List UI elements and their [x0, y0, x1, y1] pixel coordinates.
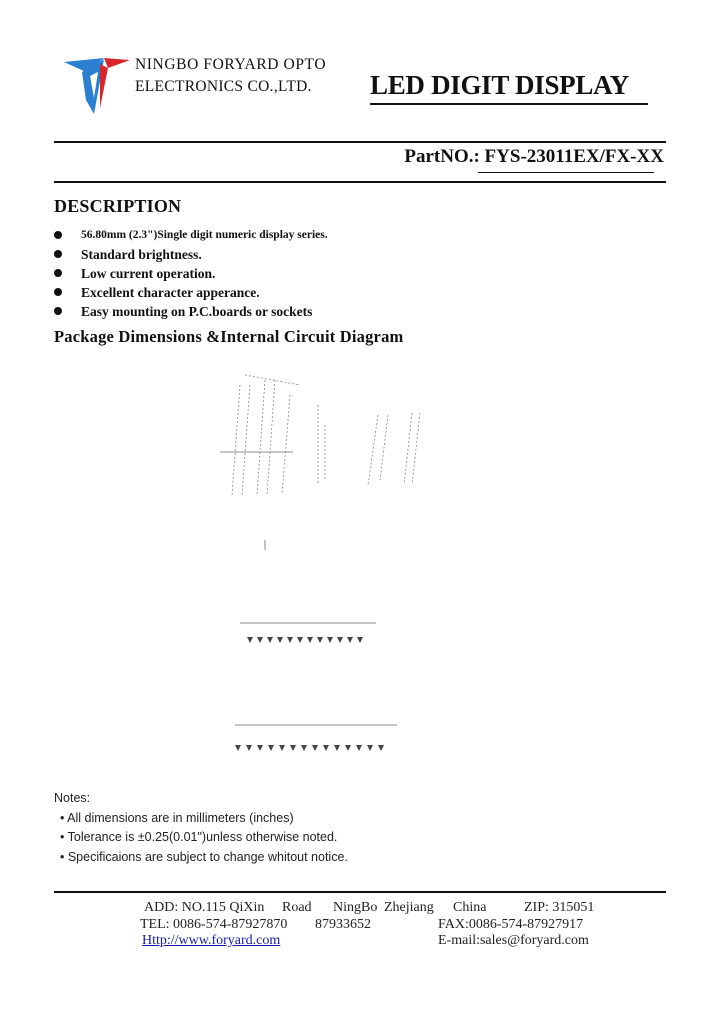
footer-rule: [54, 891, 666, 893]
zip-code: ZIP: 315051: [524, 900, 595, 915]
company-logo: [64, 58, 130, 116]
bullet-icon: [54, 307, 62, 315]
package-heading: Package Dimensions &Internal Circuit Diagram: [54, 327, 404, 346]
list-item: [52, 245, 328, 264]
website-link[interactable]: Http://www.foryard.com: [142, 933, 281, 948]
company-name-line1: NINGBO FORYARD OPTO: [135, 56, 327, 73]
address-row: [140, 900, 600, 917]
header-rule-top: [54, 141, 666, 143]
list-item-text: 56.80mm (2.3")Single digit numeric display series.: [81, 229, 328, 241]
fax: FAX:0086-574-87927917: [438, 916, 584, 932]
address-province: Zhejiang: [384, 900, 434, 915]
title-underline: [370, 103, 648, 105]
list-item-text: Excellent character apperance.: [81, 285, 260, 300]
address-city: NingBo: [333, 900, 378, 915]
notes: [54, 789, 348, 867]
note-item: • All dimensions are in millimeters (inches): [60, 810, 294, 825]
list-item: [52, 283, 328, 302]
package-drawing: [190, 355, 420, 785]
list-item-text: Easy mounting on P.C.boards or sockets: [81, 304, 313, 319]
telephone: TEL: 0086-574-87927870: [140, 916, 288, 932]
bullet-icon: [54, 250, 62, 258]
bullet-icon: [54, 231, 62, 239]
bullet-icon: [54, 288, 62, 296]
document-title: LED DIGIT DISPLAY: [370, 70, 629, 100]
company-name-line2: ELECTRONICS CO.,LTD.: [135, 78, 312, 95]
list-item: [52, 226, 328, 245]
notes-heading: Notes:: [54, 791, 91, 805]
part-number-underline: [478, 172, 654, 173]
contact-footer: [140, 900, 600, 950]
address-street: ADD: NO.115 QiXin: [144, 900, 265, 915]
list-item-text: Standard brightness.: [81, 247, 202, 262]
address-country: China: [453, 900, 487, 915]
list-item: [52, 264, 328, 283]
description-list: [52, 226, 328, 321]
telephone-alt: 87933652: [315, 916, 371, 932]
header-rule-bottom: [54, 181, 666, 183]
note-item: • Tolerance is ±0.25(0.01")unless otherwise noted.: [60, 830, 338, 844]
note-item: • Specificaions are subject to change whitout notice.: [60, 849, 348, 864]
list-item: [52, 302, 328, 321]
part-number: PartNO.: FYS-23011EX/FX-XX: [404, 146, 664, 167]
address-road: Road: [282, 900, 312, 915]
web-row: [140, 933, 600, 950]
bullet-icon: [54, 269, 62, 277]
list-item-text: Low current operation.: [81, 266, 216, 281]
description-heading: DESCRIPTION: [54, 196, 182, 216]
email: E-mail:sales@foryard.com: [438, 933, 589, 948]
phone-row: [140, 917, 600, 934]
company-name: [135, 54, 326, 98]
